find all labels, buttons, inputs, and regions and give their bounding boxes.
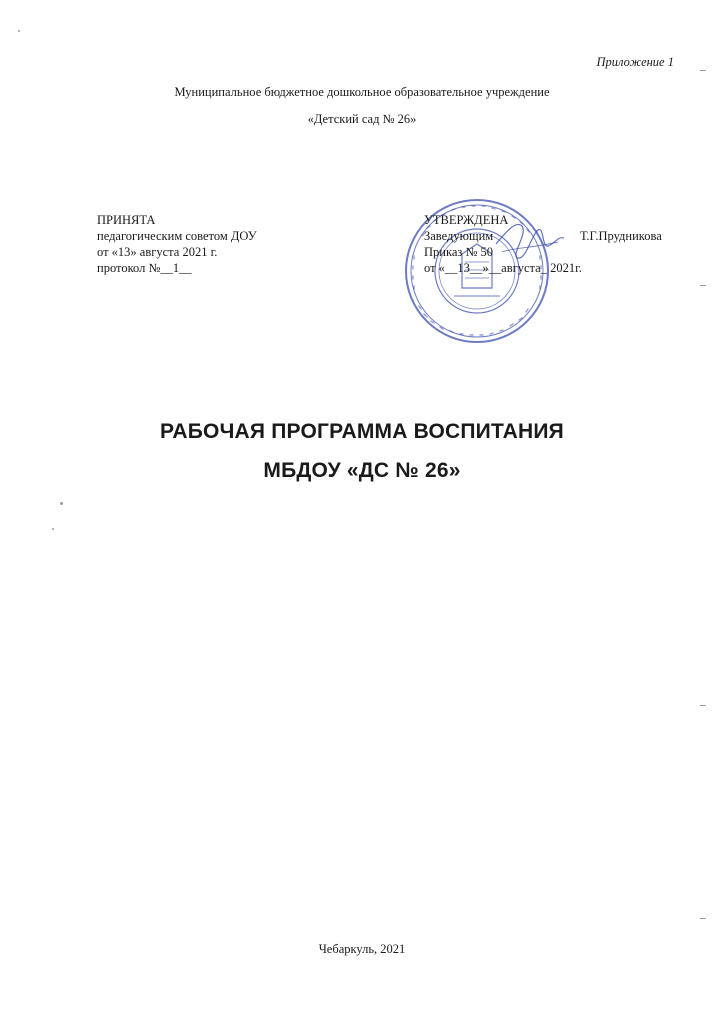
- director-name: Т.Г.Прудникова: [580, 229, 662, 243]
- approved-order: Приказ № 50: [424, 245, 494, 259]
- approved-by-row: [424, 228, 582, 244]
- appendix-label: Приложение 1: [596, 55, 674, 69]
- approved-block: [424, 212, 662, 276]
- accepted-protocol: протокол №__1__: [97, 261, 192, 275]
- accepted-date: от «13» августа 2021 г.: [97, 245, 218, 259]
- accepted-heading: ПРИНЯТА: [97, 213, 156, 227]
- scan-speck: [60, 502, 63, 505]
- organization-name: Муниципальное бюджетное дошкольное образовательное учреждение: [174, 85, 550, 99]
- scan-speck: [52, 528, 54, 530]
- scan-speck: [18, 30, 20, 32]
- scan-mark: [700, 705, 706, 706]
- approved-by: Заведующим: [424, 229, 494, 243]
- approved-heading: УТВЕРЖДЕНА: [424, 213, 509, 227]
- scan-mark: [700, 285, 706, 286]
- place-and-year: Чебаркуль, 2021: [318, 942, 406, 956]
- scan-mark: [700, 918, 706, 919]
- document-title: РАБОЧАЯ ПРОГРАММА ВОСПИТАНИЯ: [160, 420, 564, 443]
- approved-date: от «__13__»__августа_ 2021г.: [424, 261, 582, 275]
- organization-short-name: «Детский сад № 26»: [307, 112, 417, 126]
- document-subtitle: МБДОУ «ДС № 26»: [263, 459, 461, 482]
- accepted-by: педагогическим советом ДОУ: [97, 229, 257, 243]
- accepted-block: [97, 212, 257, 276]
- scan-mark: [700, 70, 706, 71]
